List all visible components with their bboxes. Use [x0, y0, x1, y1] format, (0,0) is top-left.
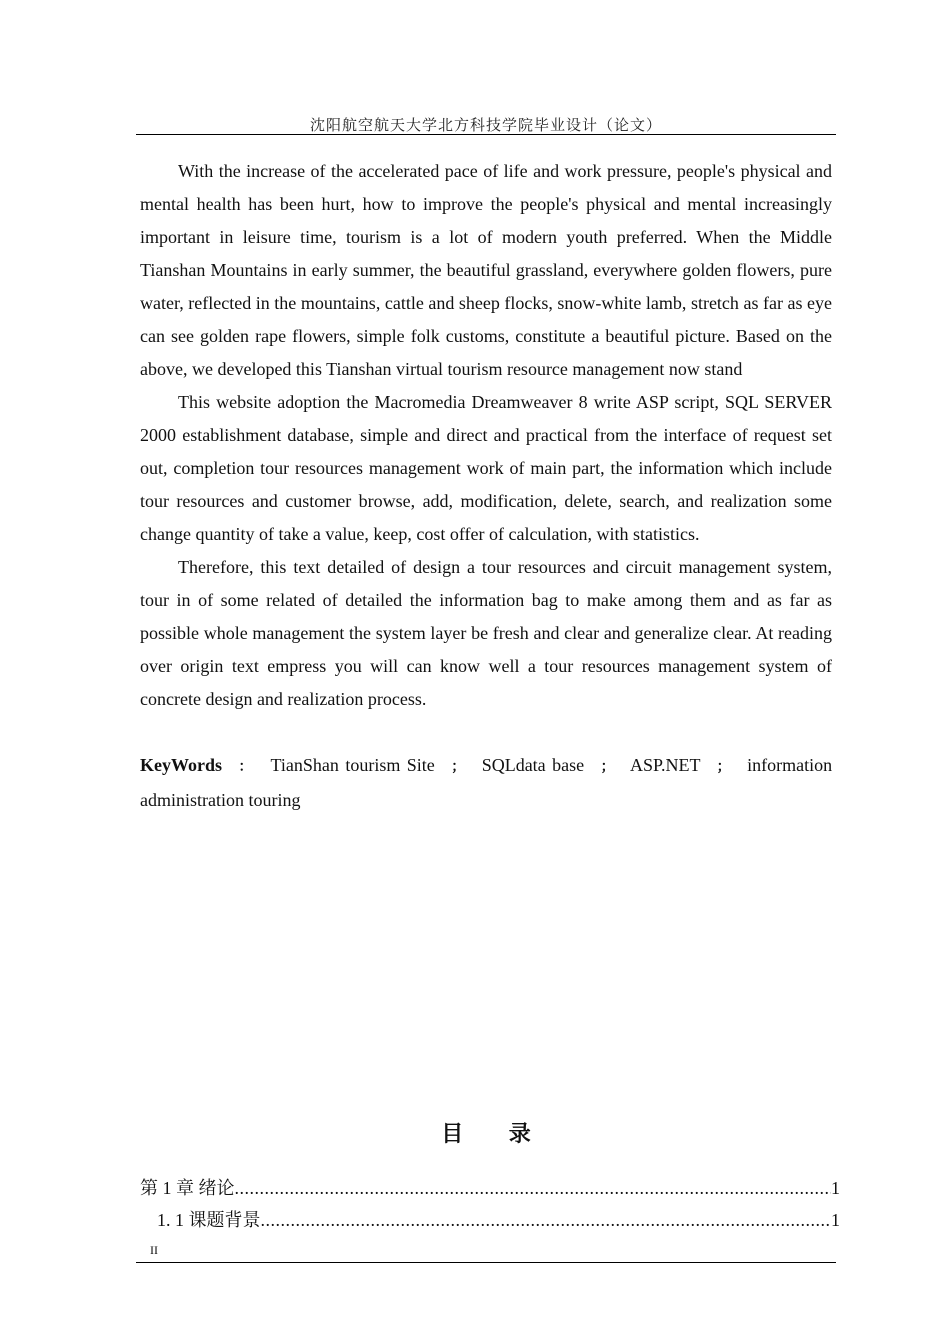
- keywords-label-separator: ：: [238, 760, 255, 775]
- keyword-separator: ；: [716, 760, 731, 775]
- header-rule: [136, 134, 836, 135]
- toc-entry-page: 1: [831, 1210, 840, 1230]
- keyword-item: SQLdata base: [481, 755, 585, 775]
- toc-entry-label: 1. 1 课题背景: [157, 1210, 261, 1230]
- keyword-separator: ；: [451, 760, 466, 775]
- keywords-line: [140, 749, 832, 817]
- keyword-item: TianShan tourism Site: [270, 755, 435, 775]
- keyword-item: ASP.NET: [630, 755, 701, 775]
- toc-entry-chapter-1[interactable]: [140, 1172, 840, 1204]
- running-header: 沈阳航空航天大学北方科技学院毕业设计（论文）: [309, 118, 662, 134]
- toc-title: 目 录: [441, 1121, 551, 1146]
- abstract-paragraph-2: This website adoption the Macromedia Dreamweaver 8 write ASP script, SQL SERVER 2000 establishment database, simple and direct and practical from the interface of request set out, completion tour resources management work of main part, the information which include tour resources and customer browse, add, modification, delete, search, and realization some change quantity of take a value, keep, cost offer of calculation, with statistics.: [140, 392, 832, 544]
- abstract-paragraph-3: Therefore, this text detailed of design a tour resources and circuit management system, tour in of some related of detailed the information bag to make among them and as far as possible whole management the system layer be fresh and clear and generalize clear. At reading over origin text empress you will can know well a tour resources management system of concrete design and realization process.: [140, 557, 832, 709]
- toc-entry-label: 第 1 章 绪论: [140, 1178, 235, 1198]
- abstract-paragraph-1: With the increase of the accelerated pace of life and work pressure, people's physical and mental health has been hurt, how to improve the people's physical and mental increasingly important in leisure time, tourism is a lot of modern youth preferred. When the Middle Tianshan Mountains in early summer, the beautiful grassland, everywhere golden flowers, pure water, reflected in the mountains, cattle and sheep flocks, snow-white lamb, stretch as far as eye can see golden rape flowers, simple folk customs, constitute a beautiful picture. Based on the above, we developed this Tianshan virtual tourism resource management now stand: [140, 161, 832, 379]
- keyword-item: information administration touring: [140, 755, 833, 810]
- toc-leader-dots: [235, 1172, 832, 1204]
- keyword-separator: ；: [600, 760, 615, 775]
- toc-entry-section-1-1[interactable]: [140, 1204, 840, 1236]
- table-of-contents: [140, 1172, 840, 1236]
- abstract-body: [140, 155, 832, 817]
- footer-rule: [136, 1262, 836, 1263]
- footer-page-number: II: [150, 1243, 158, 1257]
- keywords-label: KeyWords: [140, 755, 223, 775]
- toc-entry-page: 1: [831, 1178, 840, 1198]
- toc-leader-dots: [261, 1204, 832, 1236]
